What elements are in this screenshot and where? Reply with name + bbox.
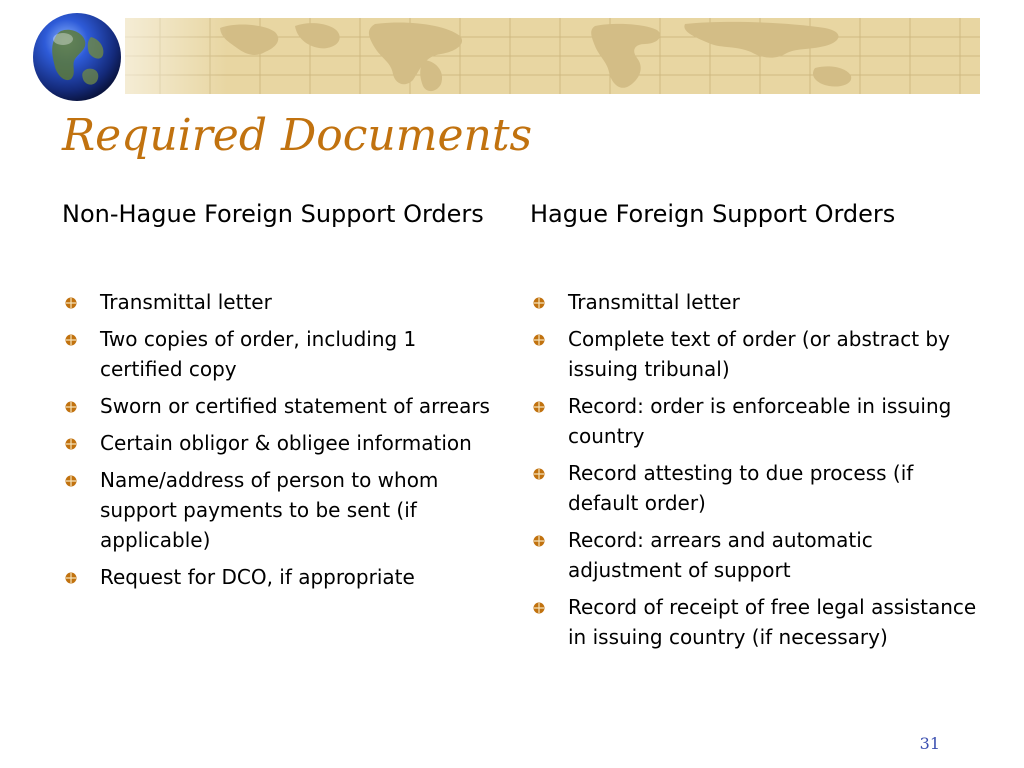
world-map-icon <box>125 18 980 94</box>
list-item <box>530 592 990 652</box>
list-item <box>530 287 990 317</box>
list-item-text: Record of receipt of free legal assistance in issuing country (if necessary) <box>568 595 977 649</box>
list-item-text: Transmittal letter <box>568 290 740 314</box>
bullet-icon <box>65 438 77 450</box>
bullet-icon <box>533 334 545 346</box>
list-item <box>62 562 502 592</box>
list-item-text: Two copies of order, including 1 certified copy <box>100 327 417 381</box>
bullet-icon <box>533 468 545 480</box>
list-item-text: Request for DCO, if appropriate <box>100 565 415 589</box>
right-column-heading: Hague Foreign Support Orders <box>530 200 896 228</box>
list-item-text: Transmittal letter <box>100 290 272 314</box>
list-item <box>62 324 502 384</box>
list-item <box>530 391 990 451</box>
list-item <box>62 391 502 421</box>
world-map-banner <box>125 18 980 94</box>
page-number: 31 <box>919 734 940 753</box>
list-item <box>530 525 990 585</box>
list-item-text: Record attesting to due process (if default order) <box>568 461 914 515</box>
bullet-icon <box>533 297 545 309</box>
list-item-text: Record: arrears and automatic adjustment of support <box>568 528 873 582</box>
bullet-icon <box>65 572 77 584</box>
list-item <box>62 428 502 458</box>
bullet-icon <box>533 401 545 413</box>
right-bullet-list <box>530 287 990 659</box>
bullet-icon <box>65 401 77 413</box>
list-item <box>62 465 502 555</box>
list-item-text: Name/address of person to whom support payments to be sent (if applicable) <box>100 468 439 552</box>
list-item-text: Sworn or certified statement of arrears <box>100 394 490 418</box>
left-column-heading: Non-Hague Foreign Support Orders <box>62 200 484 228</box>
bullet-icon <box>533 602 545 614</box>
bullet-icon <box>65 475 77 487</box>
list-item-text: Record: order is enforceable in issuing country <box>568 394 952 448</box>
left-bullet-list <box>62 287 502 599</box>
list-item <box>530 458 990 518</box>
list-item <box>62 287 502 317</box>
list-item-text: Certain obligor & obligee information <box>100 431 472 455</box>
bullet-icon <box>533 535 545 547</box>
list-item-text: Complete text of order (or abstract by issuing tribunal) <box>568 327 950 381</box>
bullet-icon <box>65 297 77 309</box>
list-item <box>530 324 990 384</box>
slide-title: Required Documents <box>62 110 533 161</box>
bullet-icon <box>65 334 77 346</box>
globe-icon <box>31 11 123 103</box>
